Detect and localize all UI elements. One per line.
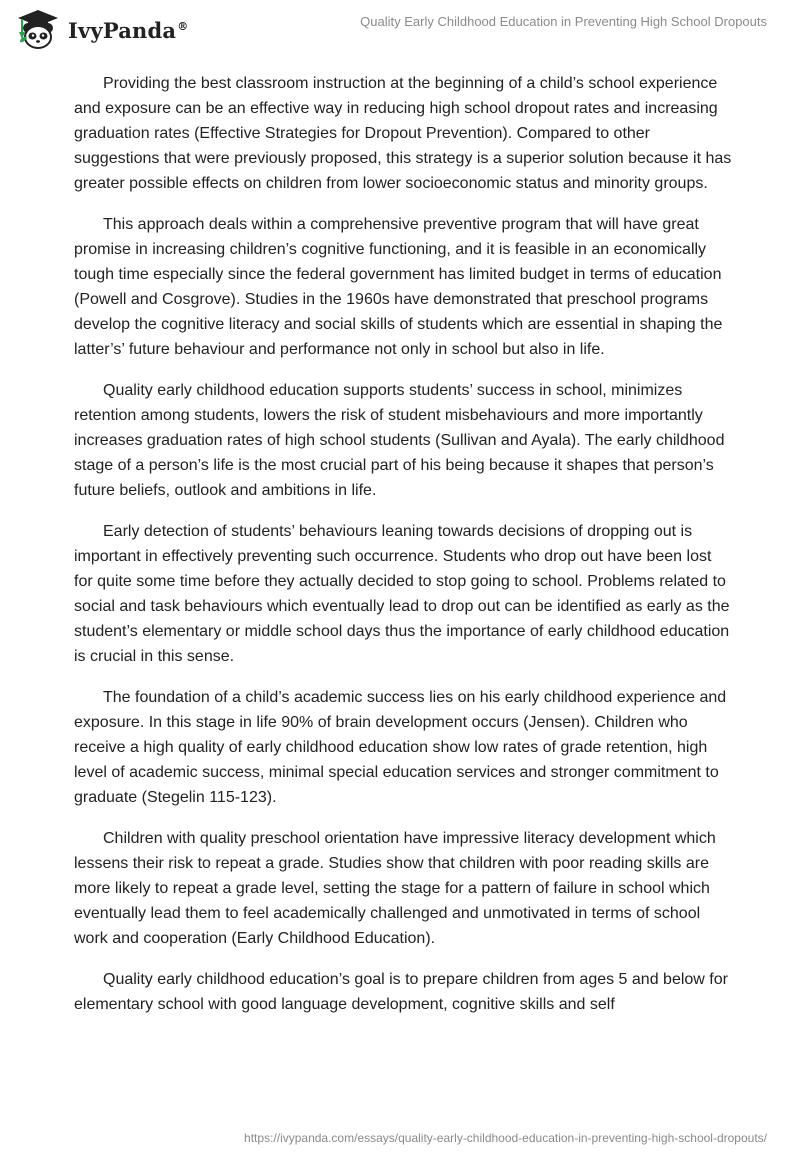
paragraph-4: Early detection of students’ behaviours leaning towards decisions of dropping out is important in effectively preventing such occurrence. Students who drop out have been lost for quite some time before they actually decided to stop going to school. Problems related to social and task behaviours which eventually lead to drop out can be identified as early as the student’s elementary or middle school days thus the importance of early childhood education is crucial in this sense. xyxy=(74,523,730,665)
page-header xyxy=(0,0,800,60)
paragraph-5: The foundation of a child’s academic success lies on his early childhood experience and exposure. In this stage in life 90% of brain development occurs (Jensen). Children who receive a high quality of early childhood education show low rates of grade retention, high level of academic success, minimal special education services and stronger commitment to graduate (Stegelin 115-123). xyxy=(74,689,727,806)
paragraph-7: Quality early childhood education’s goal is to prepare children from ages 5 and below for elementary school with good language development, cognitive skills and self xyxy=(74,971,728,1013)
paragraph-1: Providing the best classroom instruction at the beginning of a child’s school experience and exposure can be an effective way in reducing high school dropout rates and increasing graduation rates (Effective Strategies for Dropout Prevention). Compared to other suggestions that were previously proposed, this strategy is a superior solution because it has greater possible effects on children from lower socioeconomic status and minority groups. xyxy=(74,75,732,192)
paragraph-3: Quality early childhood education supports students’ success in school, minimizes retention among students, lowers the risk of student misbehaviours and more importantly increases graduation rates of high school students (Sullivan and Ayala). The early childhood stage of a person’s life is the most crucial part of his being because it shapes that person’s future beliefs, outlook and ambitions in life. xyxy=(74,382,725,499)
essay-body xyxy=(74,71,734,1033)
source-url[interactable]: https://ivypanda.com/essays/quality-early-childhood-education-in-preventing-high-school-dropouts/ xyxy=(244,1131,767,1145)
panda-graduate-icon xyxy=(14,8,62,50)
document-title: Quality Early Childhood Education in Preventing High School Dropouts xyxy=(360,14,767,29)
paragraph-6: Children with quality preschool orientation have impressive literacy development which lessens their risk to repeat a grade. Studies show that children with poor reading skills are more likely to repeat a grade level, setting the stage for a pattern of failure in school which eventually lead them to feel academically challenged and unmotivated in terms of school work and cooperation (Early Childhood Education). xyxy=(74,830,716,947)
logo-wordmark: IvyPanda® xyxy=(68,17,189,43)
paragraph-2: This approach deals within a comprehensive preventive program that will have great promise in increasing children’s cognitive functioning, and it is feasible in an economically tough time especially since the federal government has limited budget in terms of education (Powell and Cosgrove). Studies in the 1960s have demonstrated that preschool programs develop the cognitive literacy and social skills of students which are essential in shaping the latter’s’ future behaviour and performance not only in school but also in life. xyxy=(74,216,723,358)
ivypanda-logo[interactable] xyxy=(14,8,188,50)
